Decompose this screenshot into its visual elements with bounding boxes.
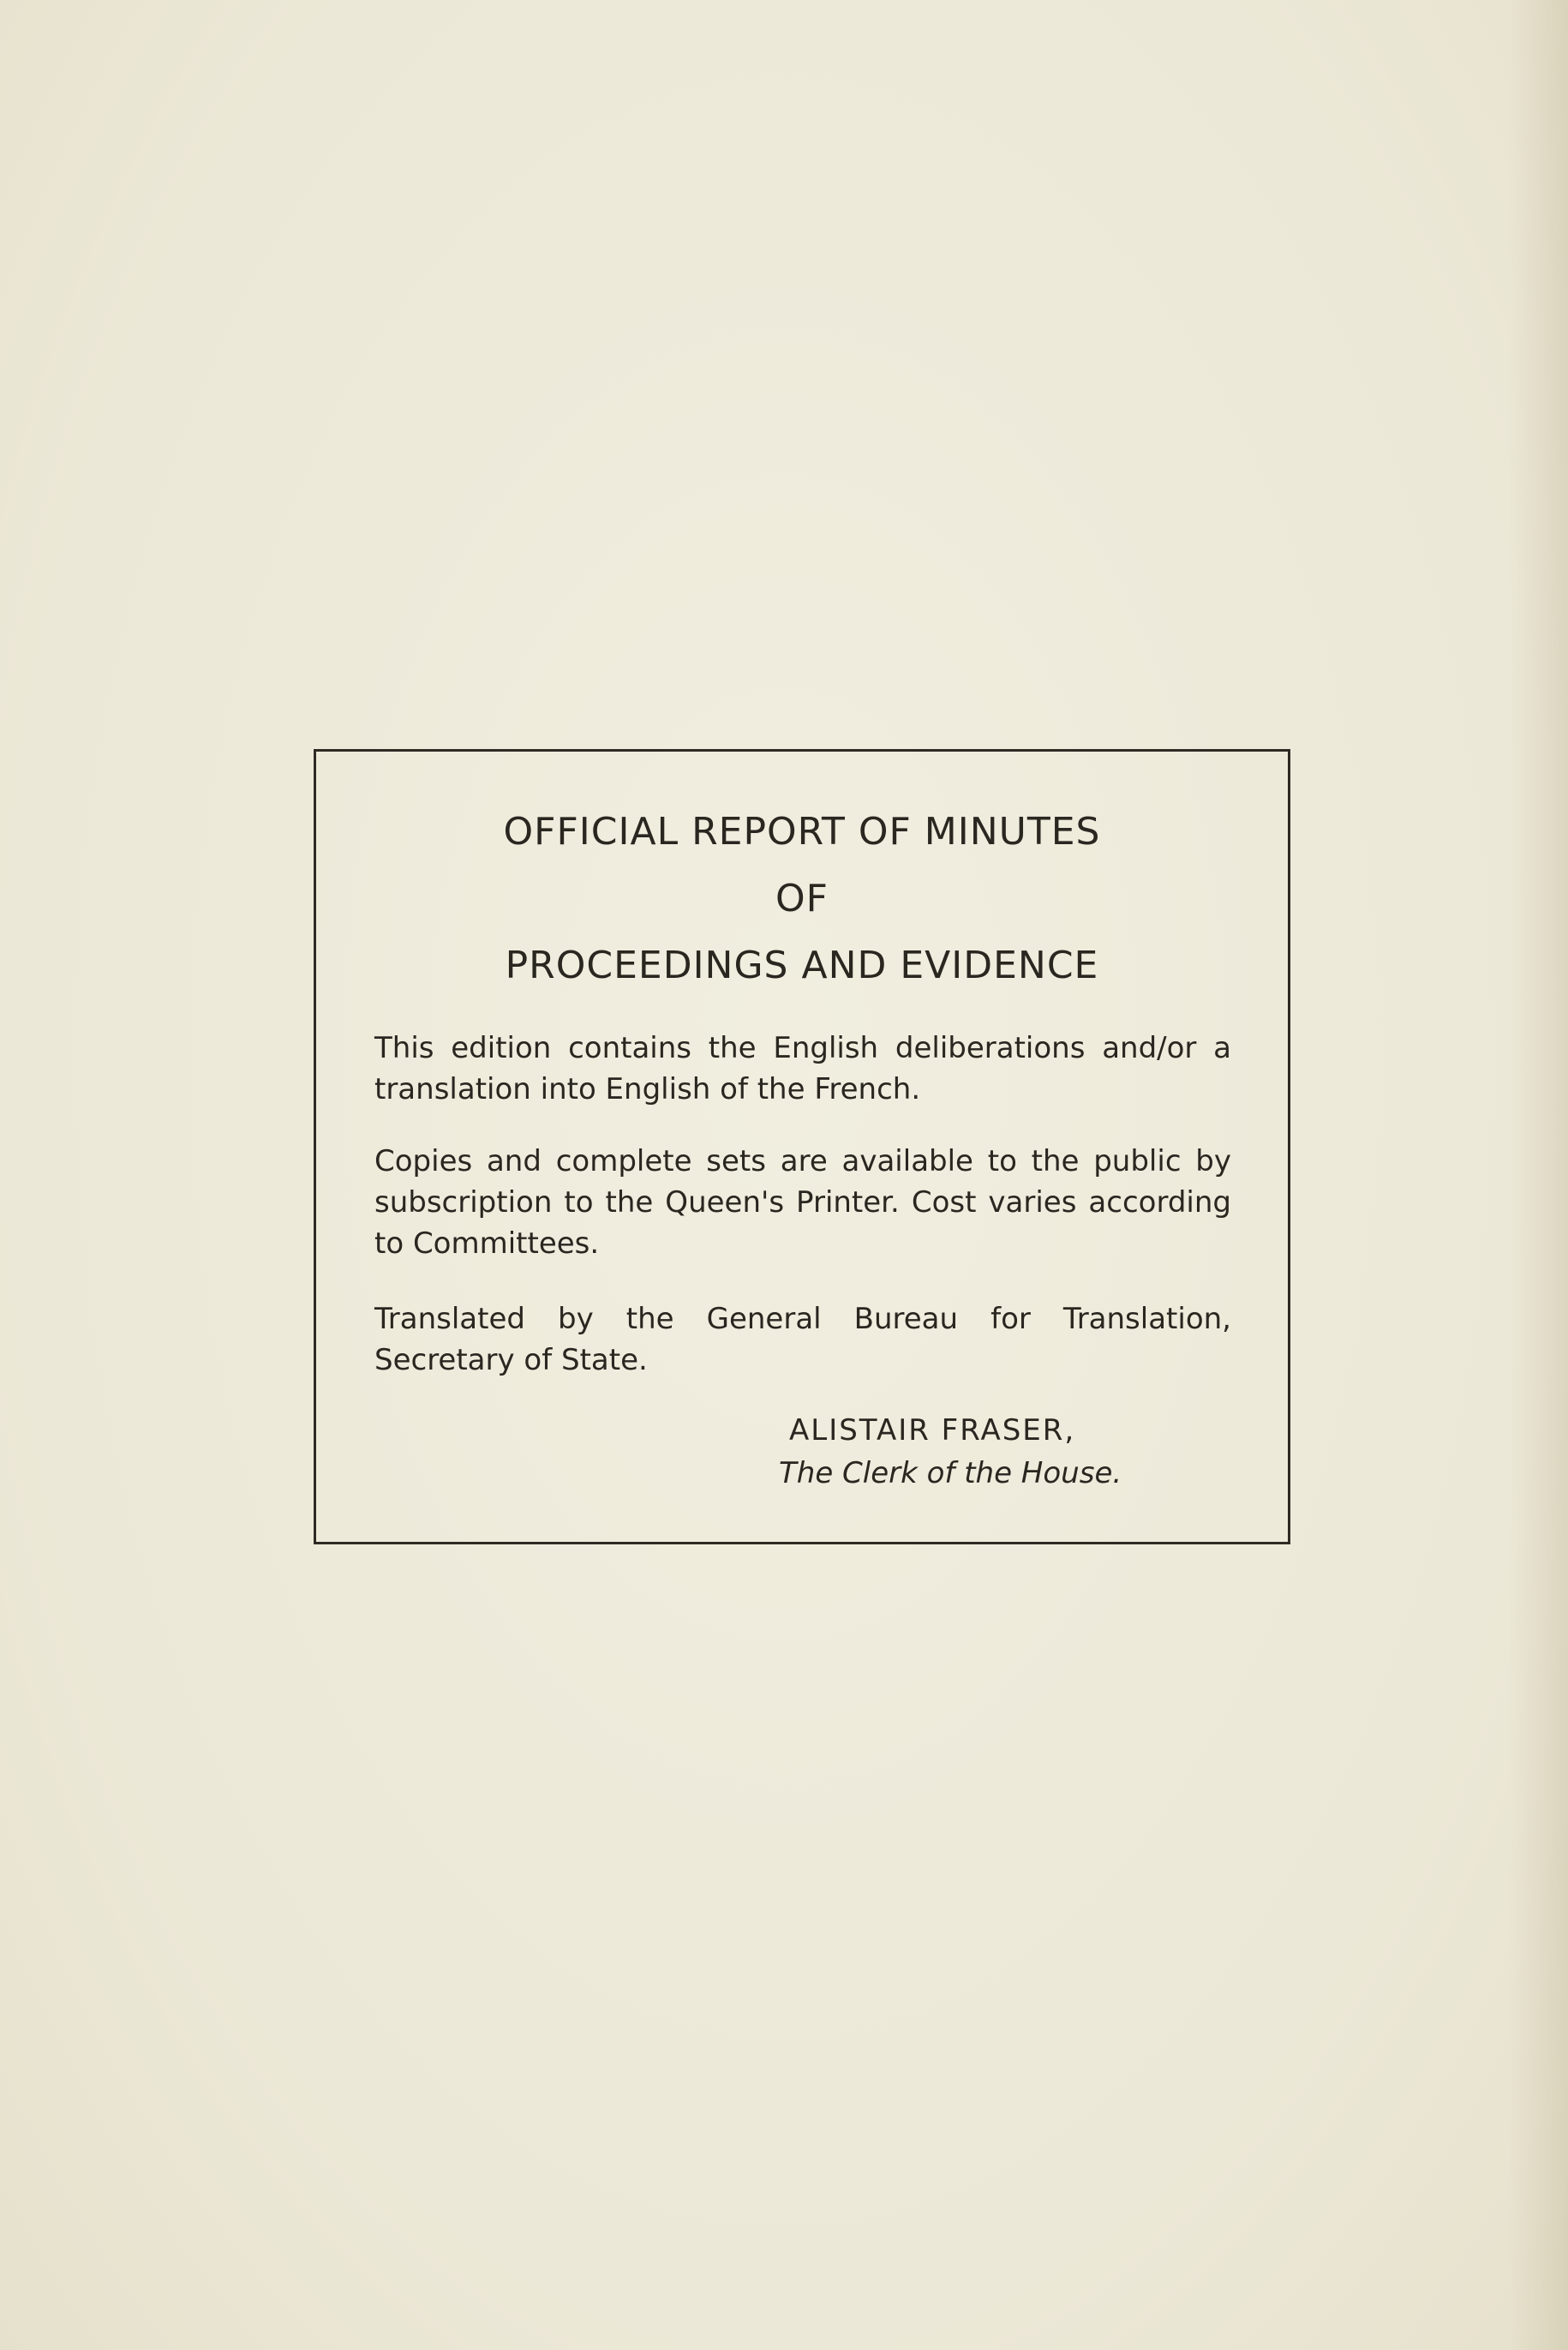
- edition-note-paragraph: This edition contains the English deliberations and/or a translation into English of the French.: [374, 1031, 1231, 1106]
- translation-credit-paragraph: Translated by the General Bureau for Translation, Secretary of State.: [374, 1302, 1231, 1377]
- notice-title-line-1: OFFICIAL REPORT OF MINUTES: [503, 810, 1101, 854]
- signature-name: ALISTAIR FRASER,: [789, 1413, 1076, 1448]
- signature-title: The Clerk of the House.: [779, 1456, 1122, 1490]
- page-edge-shadow: [1508, 0, 1568, 2350]
- subscription-paragraph: Copies and complete sets are available to the public by subscription to the Queen's Printer. Cost varies according to Committees.: [374, 1144, 1231, 1261]
- notice-title-line-2: OF: [775, 877, 829, 920]
- official-report-notice-box: [314, 749, 1290, 1544]
- notice-title-line-3: PROCEEDINGS AND EVIDENCE: [505, 944, 1099, 987]
